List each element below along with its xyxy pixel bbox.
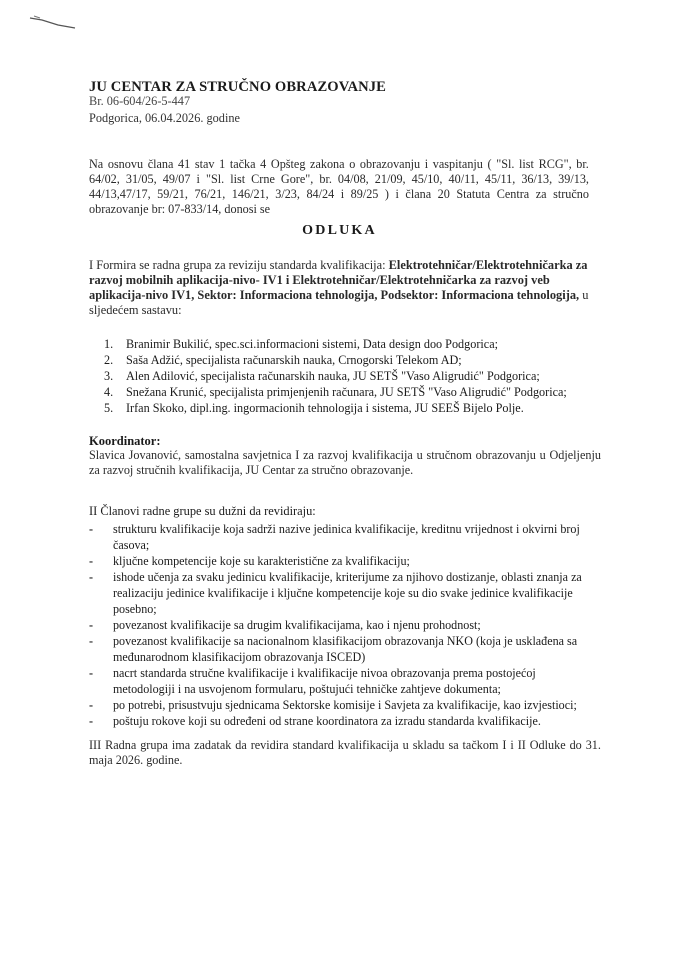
list-item: 4. Snežana Krunić, specijalista primjenjenih računara, JU SETŠ "Vaso Aligrudić" Podgorica; xyxy=(104,385,567,399)
coordinator-line: Slavica Jovanović, samostalna savjetnica I za razvoj kvalifikacija u stručnom obrazovanju u Odjeljenju xyxy=(89,448,601,462)
dash-bullet: - xyxy=(89,522,94,536)
coordinator-paragraph xyxy=(89,448,601,496)
dash-bullet: - xyxy=(89,714,94,728)
duty-line: metodologiji i na usvojenom formularu, poštujući tehničke zahtjeve dokumenta; xyxy=(113,682,501,696)
place-date: Podgorica, 06.04.2026. godine xyxy=(89,111,240,125)
dash-bullet: - xyxy=(89,554,94,568)
section-1-paragraph xyxy=(89,258,601,330)
list-item: 2. Saša Adžić, specijalista računarskih nauka, Crnogorski Telekom AD; xyxy=(104,353,462,367)
list-item: 1. Branimir Bukilić, spec.sci.informacioni sistemi, Data design doo Podgorica; xyxy=(104,337,498,351)
document-title: ODLUKA xyxy=(302,223,377,238)
duty-line: ishode učenja za svaku jedinicu kvalifikacije, kriterijume za njihovo dostizanje, oblasti znanja za xyxy=(113,570,582,584)
scan-artifact-mark xyxy=(28,14,78,30)
duty-line: realizaciju jedinice kvalifikacije i ključne kompetencije koje su dio svake jedinice kvalifikacije xyxy=(113,586,573,600)
section-3-paragraph xyxy=(89,738,601,770)
document-number: Br. 06-604/26-5-447 xyxy=(89,94,191,108)
duty-line: povezanost kvalifikacije sa nacionalnom klasifikacijom obrazovanja NKO (koja je usklađena sa xyxy=(113,634,578,648)
dash-bullet: - xyxy=(89,666,94,680)
duties-list xyxy=(89,522,609,732)
dash-bullet: - xyxy=(89,634,94,648)
duty-line: povezanost kvalifikacije sa drugim kvalifikacijama, kao i njenu prohodnost; xyxy=(113,618,481,632)
section-3-line: maja 2026. godine. xyxy=(89,753,183,767)
list-item: 3. Alen Adilović, specijalista računarskih nauka, JU SETŠ "Vaso Aligrudić" Podgorica; xyxy=(104,369,540,383)
organization-name: JU CENTAR ZA STRUČNO OBRAZOVANJE xyxy=(89,79,387,95)
duty-line: po potrebi, prisustvuju sjednicama Sektorske komisije i Savjeta za kvalifikacije, kao izvjestioci; xyxy=(113,698,577,712)
dash-bullet: - xyxy=(89,698,94,712)
section-2-heading: II Članovi radne grupe su dužni da revidiraju: xyxy=(89,504,316,518)
duty-line: ključne kompetencije koje su karakteristične za kvalifikaciju; xyxy=(113,554,410,568)
dash-bullet: - xyxy=(89,570,94,584)
coordinator-label: Koordinator: xyxy=(89,434,161,448)
intro-line: Na osnovu člana 41 stav 1 tačka 4 Opšteg zakona o obrazovanju i vaspitanju ( "Sl. list RCG", br. xyxy=(89,157,589,171)
section-3-line: III Radna grupa ima zadatak da revidira standard kvalifikacija u skladu sa tačkom I i II Odluke do 31. xyxy=(89,738,601,752)
section-1-line: I Formira se radna grupa za reviziju standarda kvalifikacija: Elektrotehničar/Elektrotehničarka za xyxy=(89,258,588,272)
coordinator-line: za razvoj stručnih kvalifikacija, JU Centar za stručno obrazovanje. xyxy=(89,463,414,477)
section-1-line: razvoj mobilnih aplikacija-nivo- IV1 i Elektrotehničar/Elektrotehničarka za razvoj veb xyxy=(89,273,550,287)
duty-line: strukturu kvalifikacije koja sadrži nazive jedinica kvalifikacije, kreditnu vrijednost i okvirni broj xyxy=(113,522,580,536)
section-1-line: aplikacija-nivo IV1, Sektor: Informaciona tehnologija, Podsektor: Informaciona tehnologija, u xyxy=(89,288,589,302)
list-item: 5. Irfan Skoko, dipl.ing. ingormacionih tehnologija i sistema, JU SEEŠ Bijelo Polje. xyxy=(104,401,524,415)
duty-line: nacrt standarda stručne kvalifikacije i kvalifikacije nivoa obrazovanja prema postojećoj xyxy=(113,666,536,680)
legal-basis-paragraph xyxy=(89,157,589,217)
dash-bullet: - xyxy=(89,618,94,632)
duty-line: časova; xyxy=(113,538,150,552)
duty-line: međunarodnom klasifikacijom obrazovanja ISCED) xyxy=(113,650,366,664)
section-1-line: sljedećem sastavu: xyxy=(89,303,182,317)
intro-line: obrazovanje br: 07-833/14, donosi se xyxy=(89,202,271,216)
intro-line: 64/02, 31/05, 49/07 i "Sl. list Crne Gore", br. 04/08, 21/09, 45/10, 40/11, 45/11, 36/13, 39/13, xyxy=(89,172,589,186)
intro-line: 44/13,47/17, 59/21, 76/21, 146/21, 3/23, 84/24 i 89/25 ) i člana 20 Statuta Centra za stručno xyxy=(89,187,589,201)
duty-line: posebno; xyxy=(113,602,157,616)
duty-line: poštuju rokove koji su određeni od strane koordinatora za izradu standarda kvalifikacije. xyxy=(113,714,541,728)
